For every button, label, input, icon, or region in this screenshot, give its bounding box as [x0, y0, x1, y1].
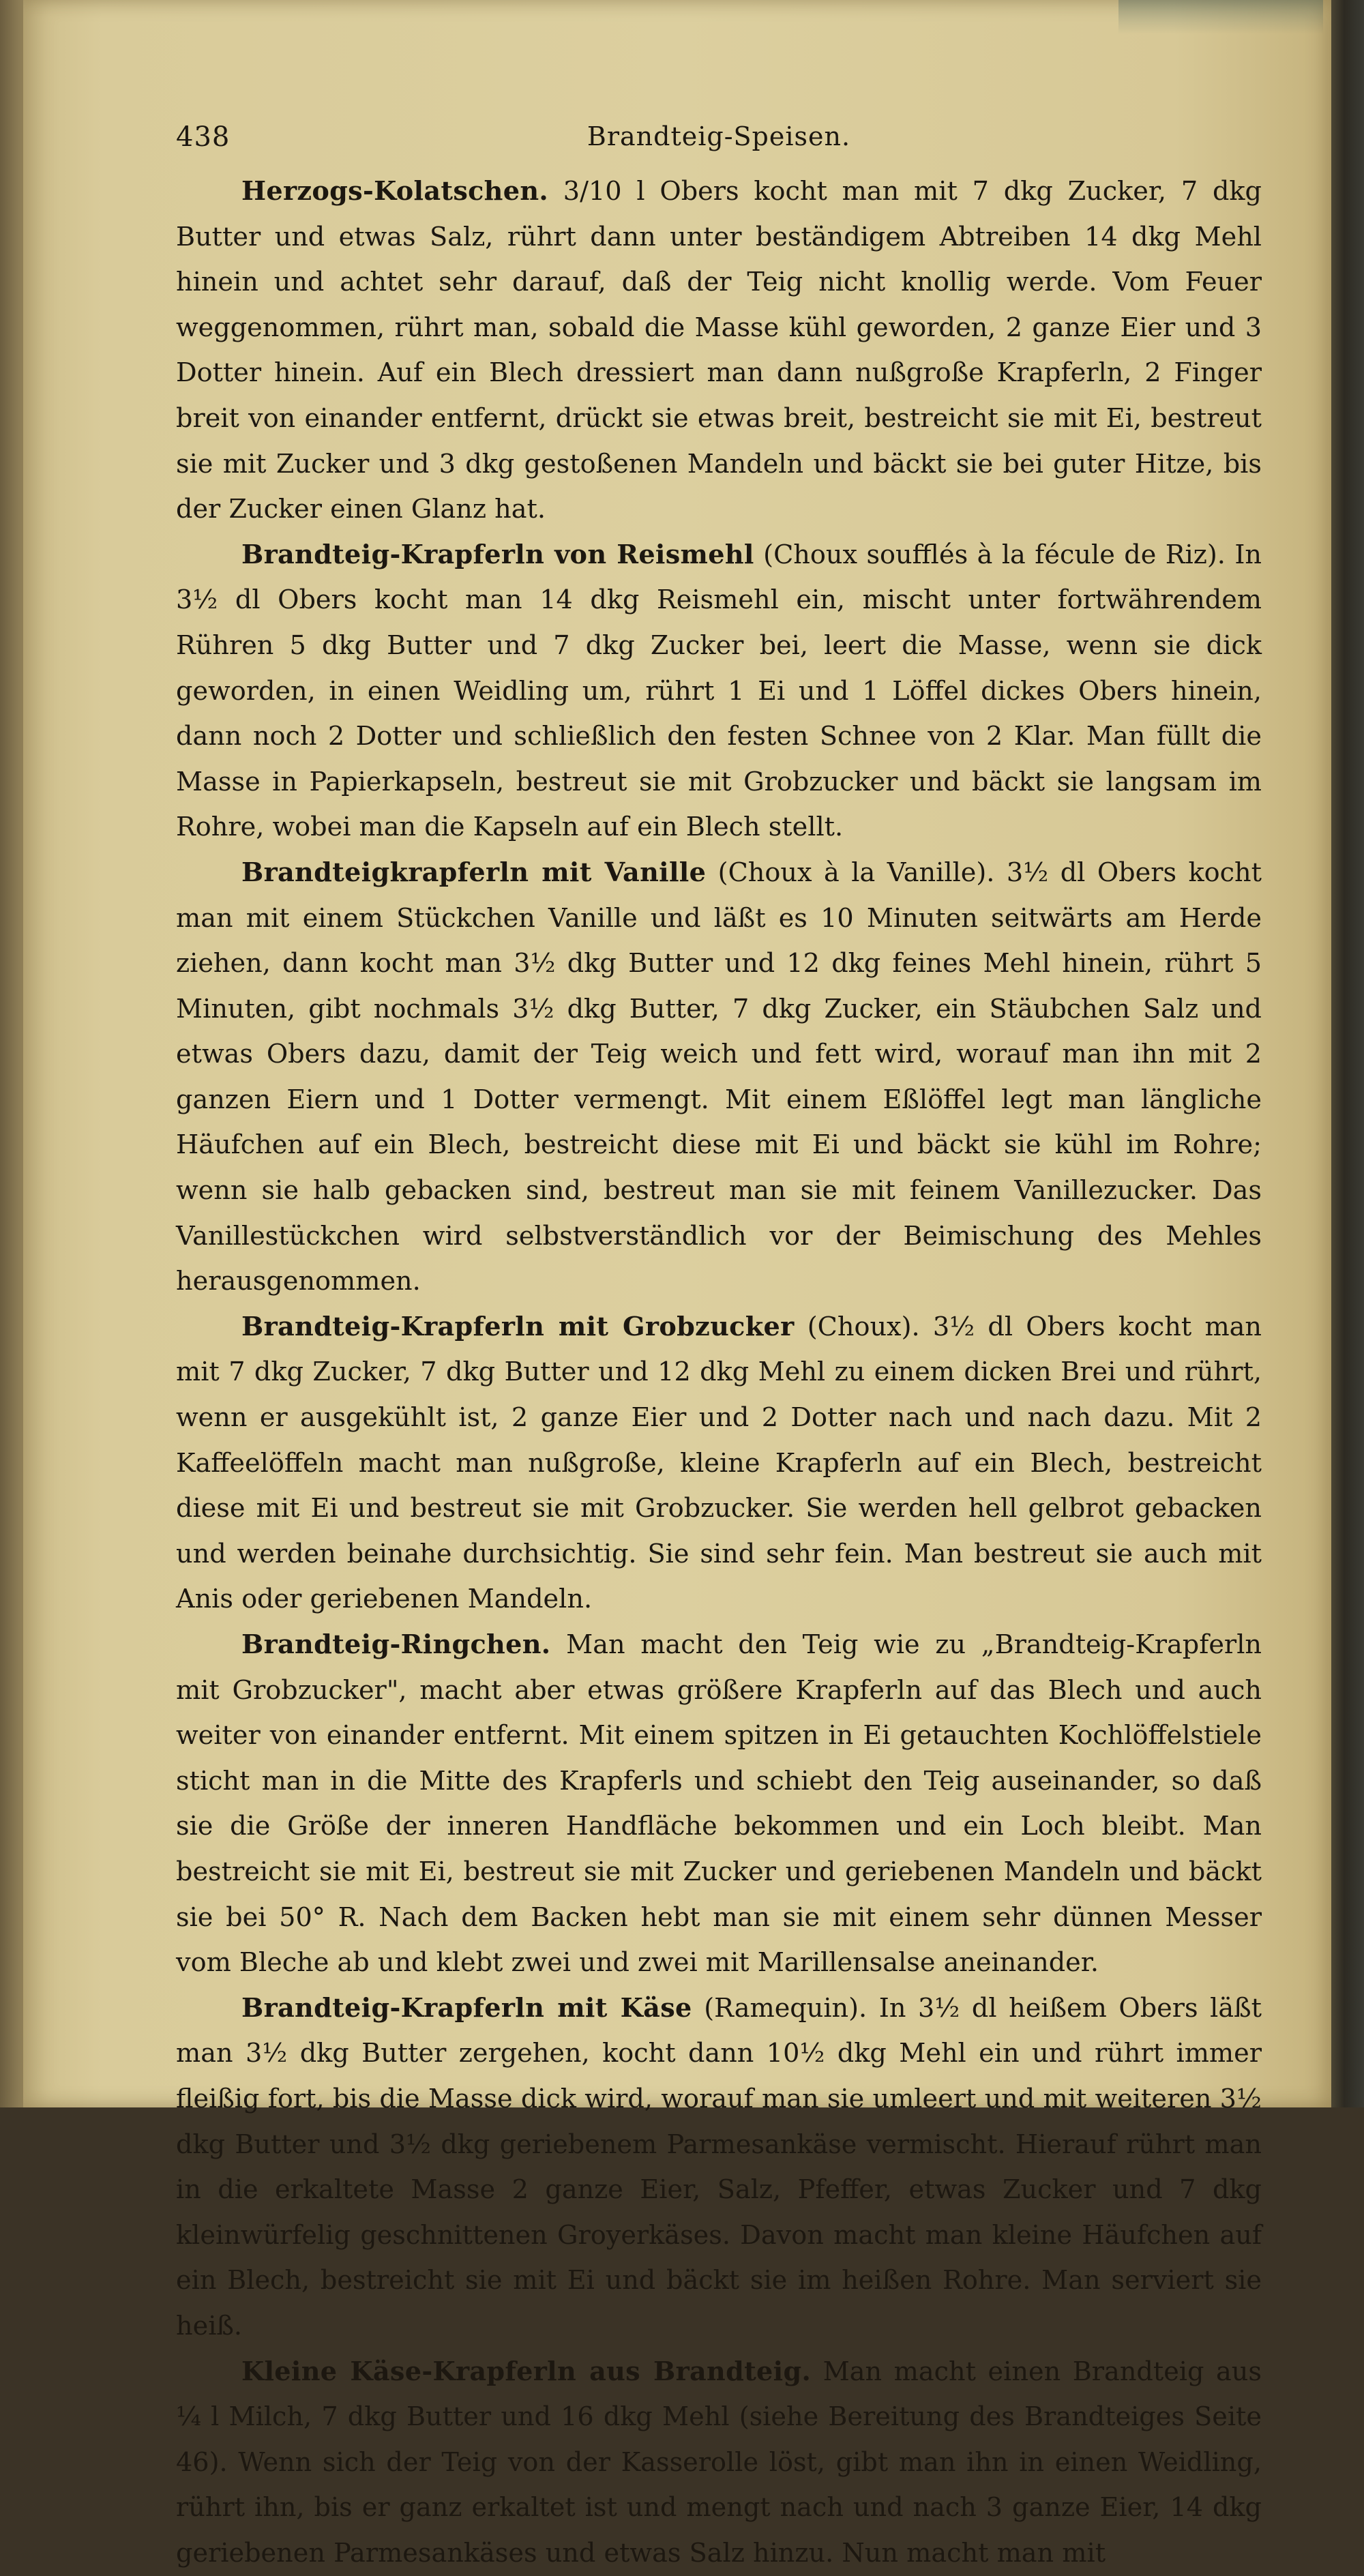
- recipe-text: Man macht den Teig wie zu „Brandteig-Krapferln mit Grobzucker", macht aber etwas größere Krapferln auf das Blech und auch weiter von einander entfernt. Mit einem spitzen in Ei getauchten Kochlöffelstiele sticht man in die Mitte des Krapferls und schiebt den Teig auseinander, so daß sie die Größe der inneren Handfläche bekommen und ein Loch bleibt. Man bestreicht sie mit Ei, bestreut sie mit Zucker und geriebenen Mandeln und bäckt sie bei 50° R. Nach dem Backen hebt man sie mit einem sehr dünnen Messer vom Bleche ab und klebt zwei und zwei mit Marillensalse aneinander.: [176, 1630, 1262, 1978]
- recipe-krapferln-vanille: [176, 850, 1262, 1305]
- recipe-text: (Choux). 3½ dl Obers kocht man mit 7 dkg Zucker, 7 dkg Butter und 12 dkg Mehl zu einem dicken Brei und rührt, wenn er ausgekühlt ist, 2 ganze Eier und 2 Dotter nach und nach dazu. Mit 2 Kaffeelöffeln macht man nußgroße, kleine Krapferln auf ein Blech, bestreicht diese mit Ei und bestreut sie mit Grobzucker. Sie werden hell gelbrot gebacken und werden beinahe durchsichtig. Sie sind sehr fein. Man bestreut sie auch mit Anis oder geriebenen Mandeln.: [176, 1312, 1262, 1615]
- recipe-krapferln-reismehl: [176, 533, 1262, 850]
- paper-stain: [1118, 0, 1323, 34]
- recipe-krapferln-kaese: [176, 1986, 1262, 2350]
- recipe-text: (Choux à la Vanille). 3½ dl Obers kocht man mit einem Stückchen Vanille und läßt es 10 Minuten seitwärts am Herde ziehen, dann kocht man 3½ dkg Butter und 12 dkg feines Mehl hinein, rührt 5 Minuten, gibt nochmals 3½ dkg Butter, 7 dkg Zucker, ein Stäubchen Salz und etwas Obers dazu, damit der Teig weich und fett wird, worauf man ihn mit 2 ganzen Eiern und 1 Dotter vermengt. Mit einem Eßlöffel legt man längliche Häufchen auf ein Blech, bestreicht diese mit Ei und bäckt sie kühl im Rohre; wenn sie halb gebacken sind, bestreut man sie mit feinem Vanillezucker. Das Vanillestückchen wird selbstverständlich vor der Beimischung des Mehles herausgenommen.: [176, 858, 1262, 1297]
- recipe-text: (Ramequin). In 3½ dl heißem Obers läßt man 3½ dkg Butter zergehen, kocht dann 10½ dkg Mehl ein und rührt immer fleißig fort, bis die Masse dick wird, worauf man sie umleert und mit weiteren 3½ dkg Butter und 3½ dkg geriebenem Parmesankäse vermischt. Hierauf rührt man in die erkaltete Masse 2 ganze Eier, Salz, Pfeffer, etwas Zucker und 7 dkg kleinwürfelig geschnittenen Groyerkäses. Davon macht man kleine Häufchen auf ein Blech, bestreicht sie mit Ei und bäckt sie im heißen Rohre. Man serviert sie heiß.: [176, 1994, 1262, 2341]
- running-title: Brandteig-Speisen.: [176, 121, 1262, 151]
- recipe-text: (Choux soufflés à la fécule de Riz). In 3½ dl Obers kocht man 14 dkg Reismehl ein, mischt unter fortwährendem Rühren 5 dkg Butter und 7 dkg Zucker bei, leert die Masse, wenn sie dick geworden, in einen Weidling um, rührt 1 Ei und 1 Löffel dickes Obers hinein, dann noch 2 Dotter und schließlich den festen Schnee von 2 Klar. Man füllt die Masse in Papierkapseln, bestreut sie mit Grobzucker und bäckt sie langsam im Rohre, wobei man die Kapseln auf ein Blech stellt.: [176, 540, 1262, 843]
- recipe-title: Brandteig-Ringchen.: [241, 1629, 550, 1660]
- recipe-title: Brandteig-Krapferln mit Käse: [241, 1993, 692, 2024]
- recipe-title: Herzogs-Kolatschen.: [241, 176, 548, 207]
- recipe-herzogs-kolatschen: [176, 169, 1262, 533]
- recipe-kleine-kaese-krapferln: [176, 2350, 1262, 2576]
- recipe-text: 3/10 l Obers kocht man mit 7 dkg Zucker, 7 dkg Butter und etwas Salz, rührt dann unter beständigem Abtreiben 14 dkg Mehl hinein und achtet sehr darauf, daß der Teig nicht knollig werde. Vom Feuer weggenommen, rührt man, sobald die Masse kühl geworden, 2 ganze Eier und 3 Dotter hinein. Auf ein Blech dressiert man dann nußgroße Krapferln, 2 Finger breit von einander entfernt, drückt sie etwas breit, bestreicht sie mit Ei, bestreut sie mit Zucker und 3 dkg gestoßenen Mandeln und bäckt sie bei guter Hitze, bis der Zucker einen Glanz hat.: [176, 177, 1262, 524]
- recipe-title: Brandteigkrapferln mit Vanille: [241, 857, 706, 888]
- page-number: 438: [176, 121, 230, 153]
- recipe-title: Brandteig-Krapferln mit Grobzucker: [241, 1312, 795, 1342]
- recipe-title: Brandteig-Krapferln von Reismehl: [241, 539, 754, 570]
- recipe-text: Man macht einen Brandteig aus ¼ l Milch, 7 dkg Butter und 16 dkg Mehl (siehe Bereitung des Brandteiges Seite 46). Wenn sich der Teig von der Kasserolle löst, gibt man ihn in einen Weidling, rührt ihn, bis er ganz erkaltet ist und mengt nach und nach 3 ganze Eier, 14 dkg geriebenen Parmesankäses und etwas Salz hinzu. Nun macht man mit: [176, 2357, 1262, 2568]
- recipe-title: Kleine Käse-Krapferln aus Brandteig.: [241, 2356, 811, 2387]
- page-content: [176, 121, 1262, 2576]
- recipe-krapferln-grobzucker: [176, 1305, 1262, 1623]
- right-page-edge: [1331, 0, 1364, 2107]
- page-header: [176, 121, 1262, 169]
- recipe-brandteig-ringchen: [176, 1623, 1262, 1986]
